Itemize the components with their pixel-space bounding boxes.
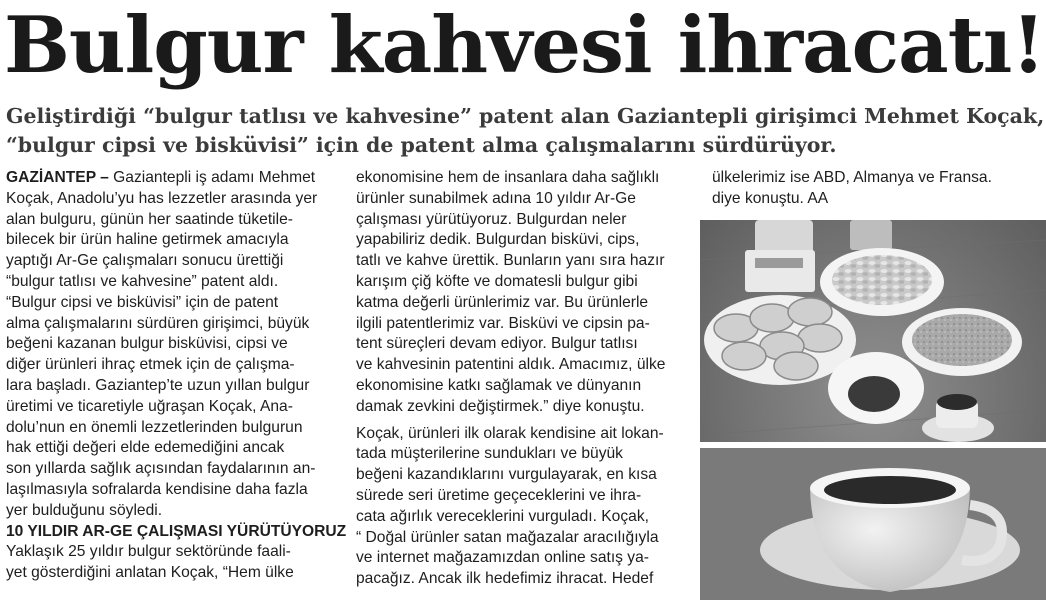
body-line: üretimi ve ticaretiyle uğraşan Koçak, Ana-: [6, 397, 293, 415]
body-line: yer bulduğunu söyledi.: [6, 501, 163, 519]
body-line: ekonomisine hem de insanlara daha sağlıklı: [356, 169, 660, 186]
body-line: beğeni kazandıklarını vurgulayarak, en kısa: [356, 466, 657, 484]
body-line: hak ettiği değeri elde edemediğini ancak: [6, 439, 285, 457]
dateline: GAZİANTEP –: [6, 169, 109, 186]
body-line: katma değerli ürünlerimiz var. Bu ürünlerle: [356, 293, 649, 311]
subheading: 10 YILDIR AR-GE ÇALIŞMASI YÜRÜTÜYORUZ: [6, 522, 347, 540]
body-line: lara başladı. Gaziantep’te uzun yıllan bulgur: [6, 376, 310, 394]
body-line: ekonomisine katkı sağlamak ve dünyanın: [356, 376, 642, 394]
body-line: ülkelerimiz ise ABD, Almanya ve Fransa.: [712, 169, 992, 186]
body-line: ürünler sunabilmek adına 10 yıldır Ar-Ge: [356, 189, 636, 207]
body-line: pacağız. Ancak ilk hedefimiz ihracat. Hedef: [356, 570, 654, 588]
body-line: diğer ürünleri ihraç etmek için de çalışma-: [6, 356, 295, 374]
body-line: dolu’nun en önemli lezzetlerinden bulgurun: [6, 418, 303, 436]
body-line: laşılmasıyla sofralarda kendisine daha fazla: [6, 480, 308, 498]
headline: Bulgur kahvesi ihracatı!: [4, 0, 1045, 91]
body-line: yapabiliriz dedik. Bulgurdan bisküvi, cips,: [356, 231, 640, 249]
body-line: “Bulgur cipsi ve bisküvisi” için de patent: [6, 293, 279, 311]
body-line: yaptığı Ar-Ge çalışmaları sonucu ürettiği: [6, 252, 284, 270]
body-line: Koçak, Anadolu’yu has lezzetler arasında yer: [6, 189, 318, 207]
body-line: beğeni kazanan bulgur bisküvisi, cipsi ve: [6, 335, 288, 353]
body-line: “bulgur tatlısı ve kahvesine” patent aldı.: [6, 272, 279, 290]
body-line: sürede seri üretime geçeceklerini ve ihra-: [356, 486, 642, 504]
spot-summary: [6, 102, 1045, 160]
article-column-2: [356, 168, 692, 590]
body-line: çalışması yürütüyoruz. Bulgurdan neler: [356, 210, 627, 228]
body-line: diye konuştu. AA: [712, 189, 829, 207]
body-line: Koçak, ürünleri ilk olarak kendisine ait lokan-: [356, 424, 664, 442]
body-line: ve internet mağazamızdan online satış ya-: [356, 549, 649, 567]
body-line: bilecek bir ürün haline getirmek amacıyla: [6, 231, 289, 249]
body-line: damak zevkini değiştirmek.” diye konuştu.: [356, 397, 645, 415]
body-line: GAZİANTEP – Gaziantepli iş adamı Mehmet: [6, 169, 316, 186]
spot-line: Geliştirdiği “bulgur tatlısı ve kahvesine” patent alan Gaziantepli girişimci Mehmet Koçak,: [6, 104, 1045, 128]
body-line: alma çalışmalarını sürdüren girişimci, büyük: [6, 314, 310, 332]
spot-line: “bulgur cipsi ve bisküvisi” için de patent alma çalışmalarını sürdürüyor.: [6, 133, 837, 157]
body-line: alan bulguru, günün her saatinde tüketile-: [6, 210, 293, 228]
body-line: tada müşterilerine sundukları ve büyük: [356, 445, 623, 463]
product-photo: [700, 220, 1046, 600]
body-line: cata ağırlık vereceklerini vurguladı. Koçak,: [356, 507, 649, 525]
body-line: tatlı ve kahve ürettik. Bunların yanı sıra hazır: [356, 252, 665, 270]
body-line: son yıllarda sağlık açısından faydalarının an-: [6, 460, 316, 478]
article-column-3: [712, 168, 1042, 210]
body-line: ve kahvesinin patentini aldık. Amacımız, ülke: [356, 356, 666, 374]
body-line: yet gösterdiğini anlatan Koçak, “Hem ülke: [6, 564, 294, 582]
body-line: karışım çiğ köfte ve domatesli bulgur gibi: [356, 272, 638, 290]
body-line: “ Doğal ürünler satan mağazalar aracılığıyla: [356, 528, 659, 546]
body-line: Yaklaşık 25 yıldır bulgur sektöründe faali-: [6, 543, 291, 561]
article-column-1: [6, 168, 347, 584]
body-line: ilgili patentlerimiz var. Bisküvi ve cipsin pa-: [356, 314, 650, 332]
body-line: tent süreçleri devam ediyor. Bulgur tatlısı: [356, 335, 638, 353]
